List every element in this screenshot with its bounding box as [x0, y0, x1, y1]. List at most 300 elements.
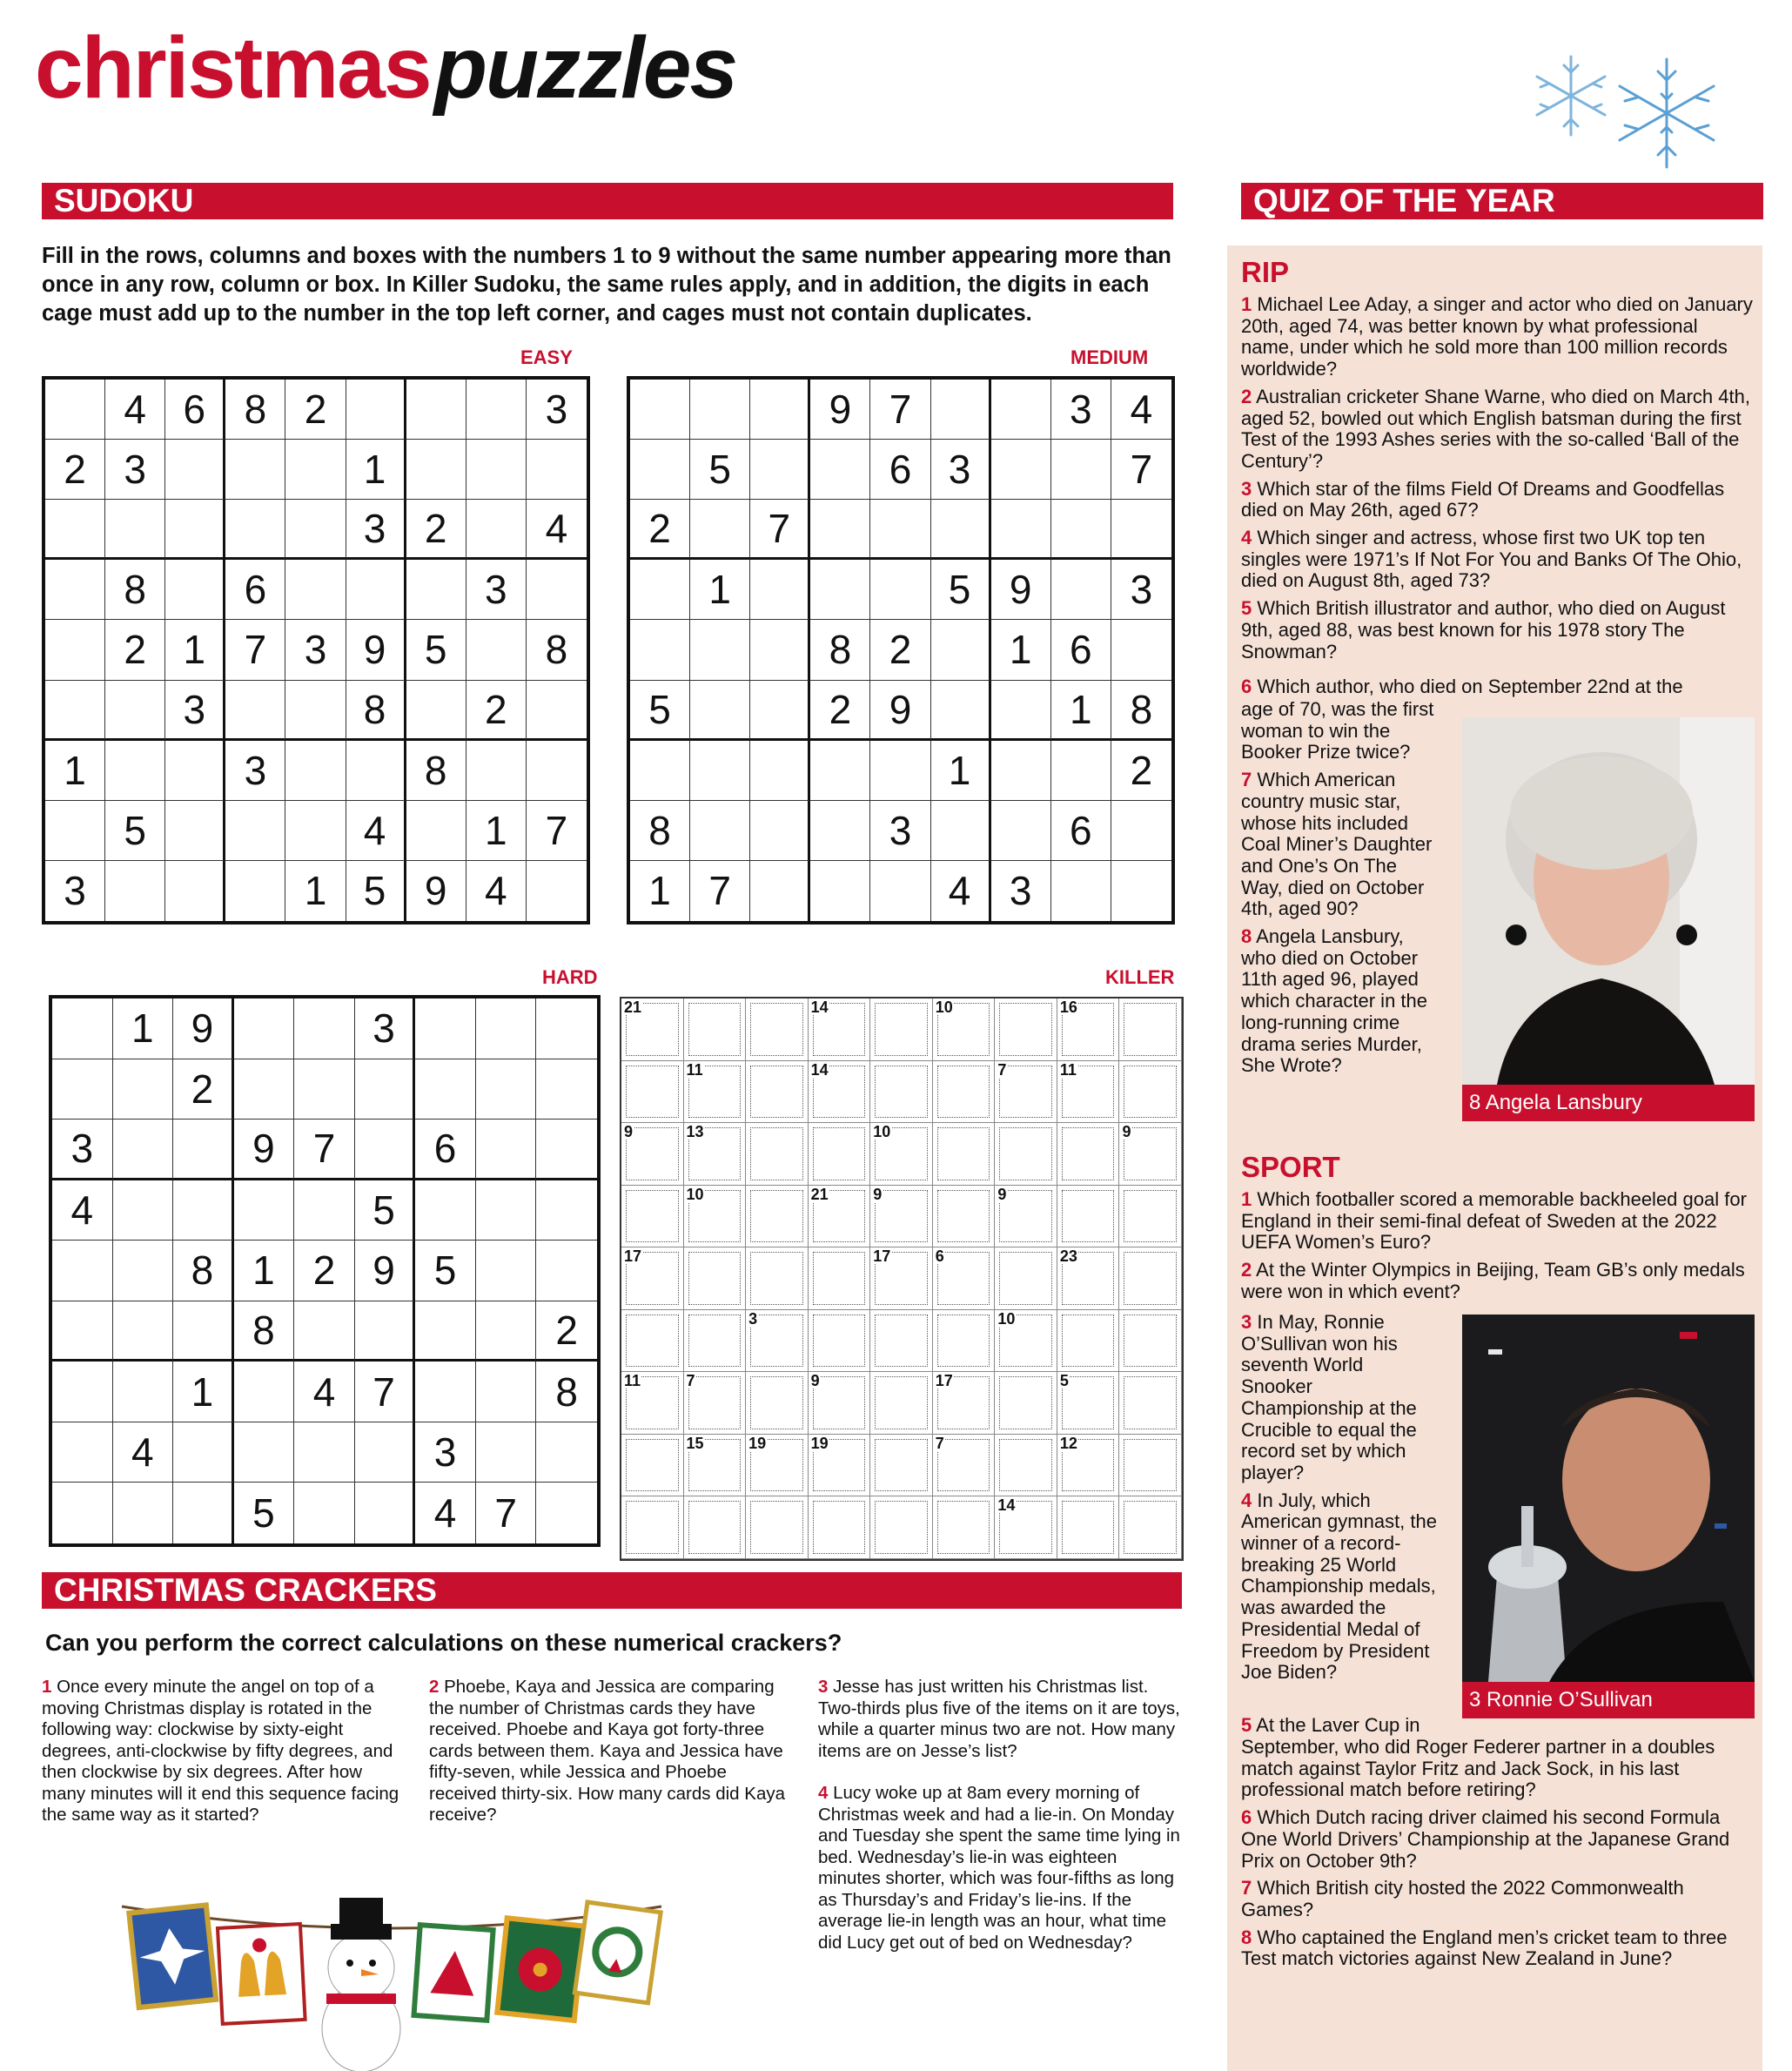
sudoku-cell[interactable]: 2	[536, 1301, 597, 1362]
sudoku-cell[interactable]: 5	[415, 1241, 476, 1301]
sudoku-cell[interactable]: 4	[931, 861, 991, 921]
killer-cell[interactable]	[809, 1061, 871, 1124]
sudoku-cell[interactable]	[406, 380, 466, 440]
sudoku-cell[interactable]	[690, 500, 750, 560]
sudoku-cell[interactable]: 8	[810, 620, 870, 680]
sudoku-cell[interactable]	[52, 1362, 113, 1422]
sudoku-cell[interactable]: 1	[690, 560, 750, 620]
sudoku-cell[interactable]	[527, 560, 587, 620]
sudoku-cell[interactable]	[355, 1483, 416, 1543]
sudoku-cell[interactable]: 2	[406, 500, 466, 560]
sudoku-cell[interactable]: 9	[406, 861, 466, 921]
sudoku-cell[interactable]: 5	[355, 1180, 416, 1241]
killer-cell[interactable]	[1119, 1435, 1182, 1497]
sudoku-cell[interactable]	[991, 440, 1051, 500]
sudoku-cell[interactable]: 7	[690, 861, 750, 921]
sudoku-cell[interactable]	[476, 1301, 537, 1362]
killer-cell[interactable]	[746, 999, 809, 1061]
sudoku-cell[interactable]	[750, 440, 810, 500]
sudoku-cell[interactable]	[406, 681, 466, 741]
sudoku-cell[interactable]	[870, 861, 930, 921]
sudoku-cell[interactable]	[294, 1422, 355, 1483]
sudoku-cell[interactable]	[113, 1483, 174, 1543]
sudoku-cell[interactable]	[630, 440, 690, 500]
killer-cell[interactable]	[809, 1372, 871, 1435]
killer-cell[interactable]	[1119, 1123, 1182, 1186]
sudoku-cell[interactable]	[415, 1362, 476, 1422]
killer-cell[interactable]	[870, 1061, 933, 1124]
sudoku-cell[interactable]: 1	[1051, 681, 1111, 741]
killer-cell[interactable]	[933, 1061, 996, 1124]
sudoku-cell[interactable]	[355, 1301, 416, 1362]
sudoku-cell[interactable]: 5	[105, 801, 165, 861]
sudoku-cell[interactable]: 8	[173, 1241, 234, 1301]
sudoku-cell[interactable]	[931, 620, 991, 680]
killer-cell[interactable]	[1119, 1496, 1182, 1559]
sudoku-cell[interactable]: 8	[406, 741, 466, 801]
killer-cell[interactable]	[684, 1123, 747, 1186]
sudoku-cell[interactable]: 2	[45, 440, 105, 500]
sudoku-cell[interactable]	[105, 741, 165, 801]
killer-cell[interactable]	[684, 1310, 747, 1373]
sudoku-cell[interactable]	[294, 1180, 355, 1241]
sudoku-cell[interactable]: 5	[690, 440, 750, 500]
sudoku-cell[interactable]	[113, 1180, 174, 1241]
sudoku-cell[interactable]	[810, 500, 870, 560]
sudoku-cell[interactable]: 5	[931, 560, 991, 620]
sudoku-cell[interactable]	[466, 380, 527, 440]
killer-cell[interactable]	[933, 1247, 996, 1310]
sudoku-cell[interactable]	[991, 500, 1051, 560]
sudoku-cell[interactable]	[355, 1059, 416, 1120]
killer-cell[interactable]	[621, 1310, 684, 1373]
sudoku-cell[interactable]	[1111, 620, 1171, 680]
sudoku-cell[interactable]	[346, 380, 406, 440]
sudoku-cell[interactable]: 7	[1111, 440, 1171, 500]
sudoku-cell[interactable]: 8	[536, 1362, 597, 1422]
killer-cell[interactable]	[1119, 1247, 1182, 1310]
killer-cell[interactable]	[933, 1435, 996, 1497]
sudoku-cell[interactable]: 3	[1111, 560, 1171, 620]
sudoku-cell[interactable]: 4	[294, 1362, 355, 1422]
sudoku-cell[interactable]: 7	[527, 801, 587, 861]
killer-cell[interactable]	[995, 999, 1057, 1061]
sudoku-cell[interactable]: 3	[931, 440, 991, 500]
sudoku-cell[interactable]: 8	[225, 380, 285, 440]
sudoku-cell[interactable]	[931, 681, 991, 741]
killer-cell[interactable]	[870, 999, 933, 1061]
sudoku-cell[interactable]	[630, 380, 690, 440]
sudoku-cell[interactable]	[931, 500, 991, 560]
sudoku-cell[interactable]	[173, 1301, 234, 1362]
sudoku-cell[interactable]: 2	[1111, 741, 1171, 801]
killer-cell[interactable]	[1057, 1123, 1120, 1186]
sudoku-cell[interactable]: 2	[173, 1059, 234, 1120]
killer-cell[interactable]	[1119, 1372, 1182, 1435]
killer-cell[interactable]	[1119, 1061, 1182, 1124]
sudoku-cell[interactable]	[466, 741, 527, 801]
sudoku-cell[interactable]	[285, 801, 346, 861]
sudoku-cell[interactable]	[991, 741, 1051, 801]
sudoku-cell[interactable]: 6	[1051, 801, 1111, 861]
sudoku-cell[interactable]	[105, 500, 165, 560]
killer-cell[interactable]	[933, 999, 996, 1061]
sudoku-cell[interactable]	[105, 681, 165, 741]
killer-cell[interactable]	[933, 1186, 996, 1248]
sudoku-cell[interactable]	[1111, 801, 1171, 861]
sudoku-cell[interactable]	[527, 440, 587, 500]
sudoku-cell[interactable]	[165, 440, 225, 500]
sudoku-cell[interactable]: 3	[105, 440, 165, 500]
killer-cell[interactable]	[1057, 1310, 1120, 1373]
sudoku-cell[interactable]	[476, 1180, 537, 1241]
sudoku-cell[interactable]	[52, 1483, 113, 1543]
sudoku-cell[interactable]	[346, 741, 406, 801]
sudoku-cell[interactable]	[536, 1422, 597, 1483]
killer-cell[interactable]	[746, 1496, 809, 1559]
sudoku-cell[interactable]	[234, 1422, 295, 1483]
sudoku-cell[interactable]	[527, 741, 587, 801]
sudoku-cell[interactable]: 3	[355, 999, 416, 1059]
sudoku-cell[interactable]	[810, 560, 870, 620]
sudoku-cell[interactable]	[1051, 560, 1111, 620]
killer-cell[interactable]	[809, 999, 871, 1061]
sudoku-cell[interactable]	[52, 1059, 113, 1120]
sudoku-cell[interactable]: 4	[52, 1180, 113, 1241]
sudoku-cell[interactable]	[527, 861, 587, 921]
killer-cell[interactable]	[684, 1372, 747, 1435]
sudoku-cell[interactable]	[406, 560, 466, 620]
sudoku-cell[interactable]	[45, 801, 105, 861]
killer-cell[interactable]	[1057, 1061, 1120, 1124]
sudoku-cell[interactable]	[45, 560, 105, 620]
sudoku-cell[interactable]	[991, 681, 1051, 741]
sudoku-cell[interactable]: 3	[991, 861, 1051, 921]
sudoku-cell[interactable]	[476, 1059, 537, 1120]
sudoku-cell[interactable]	[294, 1301, 355, 1362]
sudoku-cell[interactable]: 3	[415, 1422, 476, 1483]
killer-cell[interactable]	[870, 1310, 933, 1373]
sudoku-cell[interactable]: 3	[45, 861, 105, 921]
sudoku-cell[interactable]	[294, 1059, 355, 1120]
killer-cell[interactable]	[746, 1310, 809, 1373]
sudoku-cell[interactable]	[234, 1059, 295, 1120]
sudoku-cell[interactable]	[810, 440, 870, 500]
sudoku-cell[interactable]	[690, 741, 750, 801]
sudoku-cell[interactable]	[113, 1362, 174, 1422]
killer-cell[interactable]	[870, 1186, 933, 1248]
sudoku-cell[interactable]: 8	[234, 1301, 295, 1362]
sudoku-cell[interactable]: 2	[466, 681, 527, 741]
killer-cell[interactable]	[995, 1186, 1057, 1248]
killer-cell[interactable]	[621, 1435, 684, 1497]
sudoku-cell[interactable]: 1	[991, 620, 1051, 680]
sudoku-cell[interactable]: 1	[630, 861, 690, 921]
sudoku-cell[interactable]	[45, 380, 105, 440]
sudoku-cell[interactable]	[415, 1180, 476, 1241]
killer-cell[interactable]	[933, 1123, 996, 1186]
sudoku-cell[interactable]: 8	[346, 681, 406, 741]
killer-cell[interactable]	[621, 1186, 684, 1248]
sudoku-cell[interactable]	[285, 560, 346, 620]
sudoku-cell[interactable]: 8	[630, 801, 690, 861]
sudoku-cell[interactable]	[630, 560, 690, 620]
killer-cell[interactable]	[809, 1123, 871, 1186]
sudoku-cell[interactable]: 9	[991, 560, 1051, 620]
killer-cell[interactable]	[809, 1496, 871, 1559]
sudoku-cell[interactable]	[105, 861, 165, 921]
sudoku-cell[interactable]: 4	[346, 801, 406, 861]
killer-cell[interactable]	[933, 1496, 996, 1559]
sudoku-cell[interactable]: 5	[234, 1483, 295, 1543]
sudoku-cell[interactable]: 6	[1051, 620, 1111, 680]
sudoku-cell[interactable]	[415, 1059, 476, 1120]
sudoku-cell[interactable]	[750, 681, 810, 741]
sudoku-cell[interactable]	[52, 999, 113, 1059]
sudoku-cell[interactable]	[225, 500, 285, 560]
sudoku-cell[interactable]	[165, 861, 225, 921]
sudoku-cell[interactable]	[536, 1241, 597, 1301]
sudoku-cell[interactable]	[536, 999, 597, 1059]
sudoku-cell[interactable]: 1	[346, 440, 406, 500]
sudoku-cell[interactable]	[165, 560, 225, 620]
killer-cell[interactable]	[684, 1496, 747, 1559]
sudoku-cell[interactable]	[173, 1120, 234, 1180]
killer-cell[interactable]	[995, 1435, 1057, 1497]
sudoku-cell[interactable]: 8	[1111, 681, 1171, 741]
sudoku-cell[interactable]: 7	[750, 500, 810, 560]
sudoku-cell[interactable]	[690, 620, 750, 680]
sudoku-cell[interactable]: 7	[294, 1120, 355, 1180]
sudoku-cell[interactable]	[52, 1241, 113, 1301]
sudoku-cell[interactable]	[52, 1422, 113, 1483]
sudoku-cell[interactable]	[165, 741, 225, 801]
sudoku-cell[interactable]: 2	[285, 380, 346, 440]
sudoku-cell[interactable]: 5	[630, 681, 690, 741]
killer-cell[interactable]	[809, 1247, 871, 1310]
killer-cell[interactable]	[621, 1247, 684, 1310]
sudoku-cell[interactable]: 4	[527, 500, 587, 560]
sudoku-cell[interactable]	[1051, 500, 1111, 560]
sudoku-cell[interactable]: 2	[630, 500, 690, 560]
killer-cell[interactable]	[995, 1310, 1057, 1373]
sudoku-cell[interactable]: 9	[234, 1120, 295, 1180]
sudoku-cell[interactable]	[406, 440, 466, 500]
sudoku-cell[interactable]	[476, 1241, 537, 1301]
killer-cell[interactable]	[746, 1123, 809, 1186]
sudoku-cell[interactable]: 9	[810, 380, 870, 440]
sudoku-cell[interactable]	[294, 1483, 355, 1543]
killer-cell[interactable]	[746, 1435, 809, 1497]
sudoku-cell[interactable]	[415, 999, 476, 1059]
killer-cell[interactable]	[684, 1247, 747, 1310]
sudoku-cell[interactable]	[113, 1241, 174, 1301]
sudoku-cell[interactable]: 3	[52, 1120, 113, 1180]
sudoku-cell[interactable]	[690, 801, 750, 861]
sudoku-cell[interactable]	[750, 560, 810, 620]
sudoku-cell[interactable]	[536, 1180, 597, 1241]
sudoku-cell[interactable]	[285, 741, 346, 801]
killer-cell[interactable]	[870, 1123, 933, 1186]
sudoku-cell[interactable]: 2	[294, 1241, 355, 1301]
sudoku-cell[interactable]: 6	[225, 560, 285, 620]
sudoku-cell[interactable]: 1	[165, 620, 225, 680]
sudoku-cell[interactable]	[113, 1120, 174, 1180]
sudoku-cell[interactable]: 7	[476, 1483, 537, 1543]
killer-cell[interactable]	[621, 1061, 684, 1124]
sudoku-cell[interactable]	[536, 1120, 597, 1180]
sudoku-cell[interactable]	[527, 681, 587, 741]
sudoku-cell[interactable]	[415, 1301, 476, 1362]
sudoku-cell[interactable]	[690, 380, 750, 440]
sudoku-cell[interactable]: 1	[113, 999, 174, 1059]
sudoku-cell[interactable]	[630, 741, 690, 801]
sudoku-cell[interactable]	[294, 999, 355, 1059]
sudoku-cell[interactable]: 2	[105, 620, 165, 680]
killer-cell[interactable]	[1057, 1496, 1120, 1559]
sudoku-cell[interactable]: 1	[285, 861, 346, 921]
killer-cell[interactable]	[1057, 1186, 1120, 1248]
sudoku-cell[interactable]	[45, 500, 105, 560]
sudoku-cell[interactable]	[536, 1483, 597, 1543]
sudoku-cell[interactable]: 5	[406, 620, 466, 680]
sudoku-cell[interactable]: 7	[225, 620, 285, 680]
sudoku-cell[interactable]	[52, 1301, 113, 1362]
sudoku-cell[interactable]	[466, 440, 527, 500]
sudoku-cell[interactable]: 3	[285, 620, 346, 680]
sudoku-cell[interactable]	[45, 681, 105, 741]
sudoku-cell[interactable]	[750, 801, 810, 861]
killer-cell[interactable]	[933, 1372, 996, 1435]
sudoku-cell[interactable]: 3	[225, 741, 285, 801]
killer-cell[interactable]	[870, 1435, 933, 1497]
sudoku-cell[interactable]: 4	[105, 380, 165, 440]
killer-cell[interactable]	[1119, 1310, 1182, 1373]
killer-cell[interactable]	[1119, 1186, 1182, 1248]
sudoku-cell[interactable]: 6	[870, 440, 930, 500]
sudoku-cell[interactable]	[750, 620, 810, 680]
killer-cell[interactable]	[809, 1435, 871, 1497]
sudoku-cell[interactable]: 1	[45, 741, 105, 801]
killer-cell[interactable]	[995, 1123, 1057, 1186]
sudoku-cell[interactable]	[1111, 861, 1171, 921]
sudoku-cell[interactable]	[173, 1422, 234, 1483]
sudoku-cell[interactable]	[113, 1301, 174, 1362]
sudoku-cell[interactable]: 9	[355, 1241, 416, 1301]
killer-cell[interactable]	[684, 1435, 747, 1497]
killer-cell[interactable]	[746, 1186, 809, 1248]
sudoku-cell[interactable]	[173, 1483, 234, 1543]
killer-cell[interactable]	[933, 1310, 996, 1373]
sudoku-cell[interactable]: 3	[346, 500, 406, 560]
sudoku-cell[interactable]	[346, 560, 406, 620]
killer-cell[interactable]	[746, 1247, 809, 1310]
sudoku-cell[interactable]	[466, 500, 527, 560]
sudoku-cell[interactable]	[690, 681, 750, 741]
killer-cell[interactable]	[870, 1372, 933, 1435]
sudoku-cell[interactable]	[931, 801, 991, 861]
sudoku-cell[interactable]: 7	[355, 1362, 416, 1422]
killer-cell[interactable]	[1057, 1247, 1120, 1310]
sudoku-cell[interactable]	[285, 681, 346, 741]
killer-cell[interactable]	[684, 1061, 747, 1124]
killer-cell[interactable]	[746, 1061, 809, 1124]
sudoku-cell[interactable]: 8	[105, 560, 165, 620]
sudoku-cell[interactable]	[1051, 741, 1111, 801]
sudoku-cell[interactable]	[991, 380, 1051, 440]
sudoku-cell[interactable]	[476, 1422, 537, 1483]
sudoku-cell[interactable]	[225, 440, 285, 500]
sudoku-cell[interactable]: 3	[466, 560, 527, 620]
killer-cell[interactable]	[621, 1123, 684, 1186]
sudoku-cell[interactable]: 6	[415, 1120, 476, 1180]
sudoku-cell[interactable]: 4	[113, 1422, 174, 1483]
killer-cell[interactable]	[995, 1372, 1057, 1435]
killer-cell[interactable]	[870, 1247, 933, 1310]
sudoku-cell[interactable]: 6	[165, 380, 225, 440]
sudoku-cell[interactable]: 3	[527, 380, 587, 440]
killer-cell[interactable]	[621, 1496, 684, 1559]
sudoku-cell[interactable]: 3	[870, 801, 930, 861]
sudoku-cell[interactable]	[536, 1059, 597, 1120]
sudoku-cell[interactable]	[870, 560, 930, 620]
sudoku-cell[interactable]	[165, 500, 225, 560]
sudoku-cell[interactable]: 1	[931, 741, 991, 801]
killer-cell[interactable]	[995, 1061, 1057, 1124]
sudoku-cell[interactable]	[476, 1120, 537, 1180]
sudoku-cell[interactable]	[991, 801, 1051, 861]
killer-cell[interactable]	[809, 1186, 871, 1248]
killer-cell[interactable]	[1119, 999, 1182, 1061]
killer-cell[interactable]	[1057, 1435, 1120, 1497]
sudoku-cell[interactable]: 1	[173, 1362, 234, 1422]
sudoku-cell[interactable]: 1	[234, 1241, 295, 1301]
killer-cell[interactable]	[621, 999, 684, 1061]
killer-cell[interactable]	[684, 999, 747, 1061]
sudoku-cell[interactable]	[870, 500, 930, 560]
sudoku-cell[interactable]	[810, 861, 870, 921]
sudoku-cell[interactable]	[870, 741, 930, 801]
sudoku-cell[interactable]	[225, 861, 285, 921]
sudoku-cell[interactable]	[234, 999, 295, 1059]
sudoku-cell[interactable]: 4	[466, 861, 527, 921]
sudoku-cell[interactable]	[476, 999, 537, 1059]
sudoku-cell[interactable]	[1111, 500, 1171, 560]
sudoku-cell[interactable]: 2	[870, 620, 930, 680]
sudoku-cell[interactable]	[285, 440, 346, 500]
sudoku-cell[interactable]	[234, 1362, 295, 1422]
sudoku-cell[interactable]: 9	[870, 681, 930, 741]
killer-cell[interactable]	[684, 1186, 747, 1248]
sudoku-cell[interactable]	[476, 1362, 537, 1422]
killer-cell[interactable]	[809, 1310, 871, 1373]
sudoku-cell[interactable]	[355, 1120, 416, 1180]
killer-cell[interactable]	[746, 1372, 809, 1435]
sudoku-cell[interactable]: 4	[1111, 380, 1171, 440]
sudoku-cell[interactable]: 8	[527, 620, 587, 680]
sudoku-cell[interactable]: 9	[346, 620, 406, 680]
sudoku-cell[interactable]	[173, 1180, 234, 1241]
sudoku-cell[interactable]: 5	[346, 861, 406, 921]
sudoku-cell[interactable]	[810, 741, 870, 801]
sudoku-cell[interactable]: 4	[415, 1483, 476, 1543]
sudoku-cell[interactable]	[750, 380, 810, 440]
killer-cell[interactable]	[995, 1247, 1057, 1310]
sudoku-cell[interactable]	[45, 620, 105, 680]
sudoku-cell[interactable]	[113, 1059, 174, 1120]
sudoku-cell[interactable]: 1	[466, 801, 527, 861]
sudoku-cell[interactable]	[750, 861, 810, 921]
